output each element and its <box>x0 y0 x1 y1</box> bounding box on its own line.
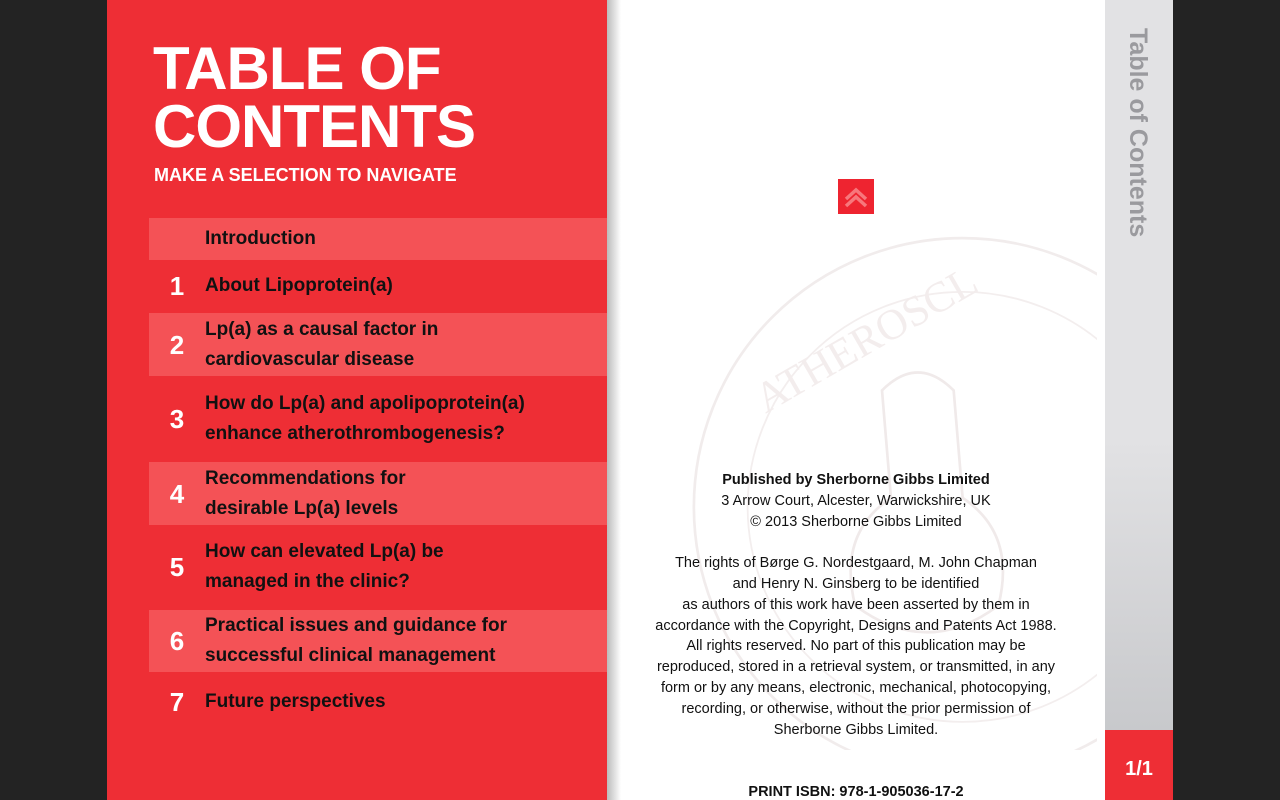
toc-title <box>153 35 475 160</box>
toc-item-line: Future perspectives <box>205 691 386 712</box>
toc-item-number: 6 <box>169 626 185 656</box>
toc-item-number: 4 <box>169 478 185 509</box>
toc-item-6[interactable] <box>149 610 607 672</box>
rights-line: as authors of this work have been asserted by them in <box>682 596 1030 613</box>
toc-item-number: 3 <box>169 403 185 434</box>
rights-line: recording, or otherwise, without the prior permission of <box>681 700 1031 717</box>
toc-item-3[interactable] <box>149 376 607 461</box>
toc-item-4[interactable] <box>149 462 607 525</box>
toc-item-1[interactable] <box>149 260 607 312</box>
rights-line: Sherborne Gibbs Limited. <box>773 721 939 738</box>
publisher-name: Published by Sherborne Gibbs Limited <box>722 472 990 488</box>
watermark-text: ATHEROSCL <box>746 257 986 423</box>
publisher-info <box>607 470 1105 740</box>
toc-item-line: desirable Lp(a) levels <box>205 497 399 519</box>
page-indicator: 1/1 <box>1105 730 1173 800</box>
toc-item-label <box>205 271 393 301</box>
toc-item-line: Recommendations for <box>205 467 406 489</box>
toc-item-line: enhance atherothrombogenesis? <box>205 422 505 444</box>
toc-item-line: cardiovascular disease <box>205 348 415 370</box>
toc-item-line: Lp(a) as a causal factor in <box>205 318 439 340</box>
publisher-address: 3 Arrow Court, Alcester, Warwickshire, UK <box>721 492 991 509</box>
toc-item-label <box>205 687 386 717</box>
rights-line: All rights reserved. No part of this publication may be <box>686 638 1026 655</box>
toc-item-label <box>205 315 438 375</box>
scroll-up-button[interactable] <box>838 179 874 214</box>
toc-item-line: successful clinical management <box>205 645 496 666</box>
toc-item-intro[interactable] <box>149 218 607 260</box>
toc-item-line: managed in the clinic? <box>205 571 410 592</box>
isbn: PRINT ISBN: 978-1-905036-17-2 <box>748 784 964 800</box>
toc-item-line: Practical issues and guidance for <box>205 615 507 636</box>
toc-item-line: How do Lp(a) and apolipoprotein(a) <box>205 392 525 414</box>
toc-subtitle: MAKE A SELECTION TO NAVIGATE <box>154 165 457 185</box>
rights-line: and Henry N. Ginsberg to be identified <box>732 575 980 592</box>
toc-item-label <box>205 464 406 524</box>
rights-line: form or by any means, electronic, mechanical, photocopying, <box>660 679 1052 696</box>
publication-page <box>607 0 1105 800</box>
rights-line: The rights of Børge G. Nordestgaard, M. John Chapman <box>675 555 1037 572</box>
title-line-1: TABLE OF <box>153 35 441 102</box>
title-line-2: CONTENTS <box>153 93 475 160</box>
toc-item-line: How can elevated Lp(a) be <box>205 541 444 562</box>
toc-item-number: 7 <box>169 687 185 717</box>
rights-line: accordance with the Copyright, Designs and Patents Act 1988. <box>655 617 1057 634</box>
toc-item-label <box>205 224 316 254</box>
toc-item-number: 2 <box>169 329 185 360</box>
toc-panel <box>107 0 607 800</box>
toc-item-line: About Lipoprotein(a) <box>205 275 393 296</box>
toc-item-number: 5 <box>169 552 185 582</box>
toc-item-5[interactable] <box>149 525 607 609</box>
toc-side-tab[interactable] <box>1105 0 1173 730</box>
toc-item-7[interactable] <box>149 672 607 732</box>
toc-item-number: 1 <box>169 271 185 301</box>
toc-item-label <box>205 611 507 671</box>
side-tab-label: Table of Contents <box>1124 28 1152 238</box>
rights-statement <box>607 553 1105 740</box>
copyright: © 2013 Sherborne Gibbs Limited <box>750 513 962 530</box>
toc-item-label <box>205 389 525 449</box>
toc-item-label <box>205 537 444 597</box>
toc-item-line: Introduction <box>205 228 316 249</box>
rights-line: reproduced, stored in a retrieval system, or transmitted, in any <box>656 659 1056 676</box>
toc-item-2[interactable] <box>149 313 607 376</box>
double-chevron-up-icon <box>838 179 874 214</box>
